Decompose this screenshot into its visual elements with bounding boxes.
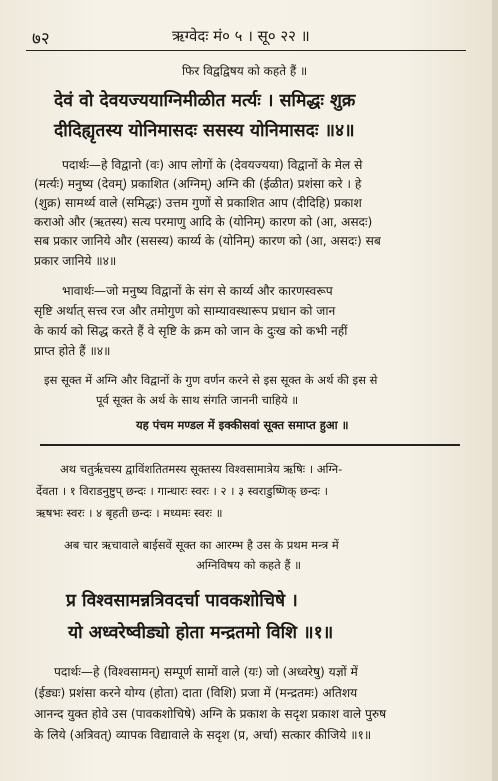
mantra2-line1: प्र विश्वसामन्नत्रिवदर्चा पावकशोचिषे । <box>66 591 298 611</box>
page-number: ७२ <box>32 29 50 49</box>
padartha1-line: सब प्रकार जानिये और (ससस्य) कार्य्य के (योनिम्) कारण को (आ, असदः) सब <box>34 234 381 248</box>
mantra1-line1: देवं वो देवयज्ययाग्निमीळीत मर्त्यः । समिद्धः शुक्र <box>54 91 356 111</box>
padartha2-line: पदार्थः—हे (विश्वसामन्) सम्पूर्ण सामों वाले (यः) जो (अध्वरेषु) यज्ञों में <box>54 665 358 679</box>
mantra1-line2: दीदिह्यृतस्य योनिमासदः ससस्य योनिमासदः ॥४॥ <box>54 121 355 141</box>
bhavartha-line: के कार्य को सिद्ध करते हैं वे सृष्टि के क्रम को जान के दुःख को कभी नहीं <box>34 324 348 338</box>
running-head: ऋग्वेदः मं० ५ । सू० २२ ॥ <box>172 27 310 45</box>
padartha1-line: पदार्थः—हे विद्वानो (वः) आप लोगों के (देवयज्यया) विद्वानों के मेल से <box>62 158 363 172</box>
padartha2-line: आनन्द युक्त होवे उस (पावकशोचिषे) अग्नि के प्रकाश के सदृश प्रकाश वाले पुरुष <box>34 707 387 721</box>
bhavartha-line: सृष्टि अर्थात् सत्त्व रज और तमोगुण को साम्यावस्थारूप प्रधान को जान <box>34 304 336 318</box>
anukramani-line: र्देवता । १ विराडनुष्टुप् छन्दः । गान्धारः स्वरः । २ । ३ स्वराडुष्णिक् छन्दः । <box>36 484 329 498</box>
bhavartha-line: भावार्थः—जो मनुष्य विद्वानों के संग से कार्य्य और कारणस्वरूप <box>62 284 333 298</box>
padartha1-line: प्रकार जानिये ॥४॥ <box>34 254 117 268</box>
section2-intro: अग्निविषय को कहते हैं ॥ <box>196 558 301 572</box>
mantra2-line2: यो अध्वरेष्वीड्यो होता मन्द्रतमो विशि ॥१॥ <box>68 623 334 643</box>
section-divider <box>40 444 460 446</box>
sukta-end-note: यह पंचम मण्डल में इक्कीसवां सूक्त समाप्त हुआ ॥ <box>136 418 349 432</box>
page-edge <box>492 0 498 781</box>
anukramani-line: अथ चतुर्ऋचस्य द्वाविंशतितमस्य सूक्तस्य विश्वसामात्रेय ऋषिः । अग्नि- <box>60 462 343 476</box>
padartha2-line: (ईड्यः) प्रशंसा करने योग्य (होता) दाता (विशि) प्रजा में (मन्द्रतमः) अतिशय <box>34 686 358 700</box>
anukramani-line: ऋषभः स्वरः । ४ बृहती छन्दः । मध्यमः स्वरः ॥ <box>36 506 223 520</box>
sukta-closing-line: इस सूक्त में अग्नि और विद्वानों के गुण वर्णन करने से इस सूक्त के अर्थ की इस से <box>44 373 378 387</box>
section1-intro: फिर विद्वद्विषय को कहते हैं ॥ <box>182 64 308 78</box>
header-rule <box>26 50 466 51</box>
bhavartha-line: प्राप्त होते हैं ॥४॥ <box>34 344 111 358</box>
sukta-closing-line: पूर्व सूक्त के अर्थ के साथ संगति जाननी चाहिये ॥ <box>96 393 299 407</box>
section2-intro: अब चार ऋचावाले बाईसवें सूक्त का आरम्भ है उस के प्रथम मन्त्र में <box>64 538 339 552</box>
padartha1-line: (मर्त्यः) मनुष्य (देवम्) प्रकाशित (अग्निम्) अग्नि की (ईळीत) प्रशंसा करे । हे <box>34 177 362 191</box>
padartha1-line: कराओ और (ऋतस्य) सत्य परमाणु आदि के (योनिम्) कारण को (आ, असदः) <box>34 215 373 229</box>
padartha2-line: के लिये (अत्रिवत्) व्यापक विद्यावाले के सदृश (प्र, अर्चा) सत्कार कीजिये ॥१॥ <box>34 728 372 742</box>
padartha1-line: (शुक्र) सामर्थ्य वाले (समिद्धः) उत्तम गुणों से प्रकाशित आप (दीदिहि) प्रकाश <box>34 196 362 210</box>
